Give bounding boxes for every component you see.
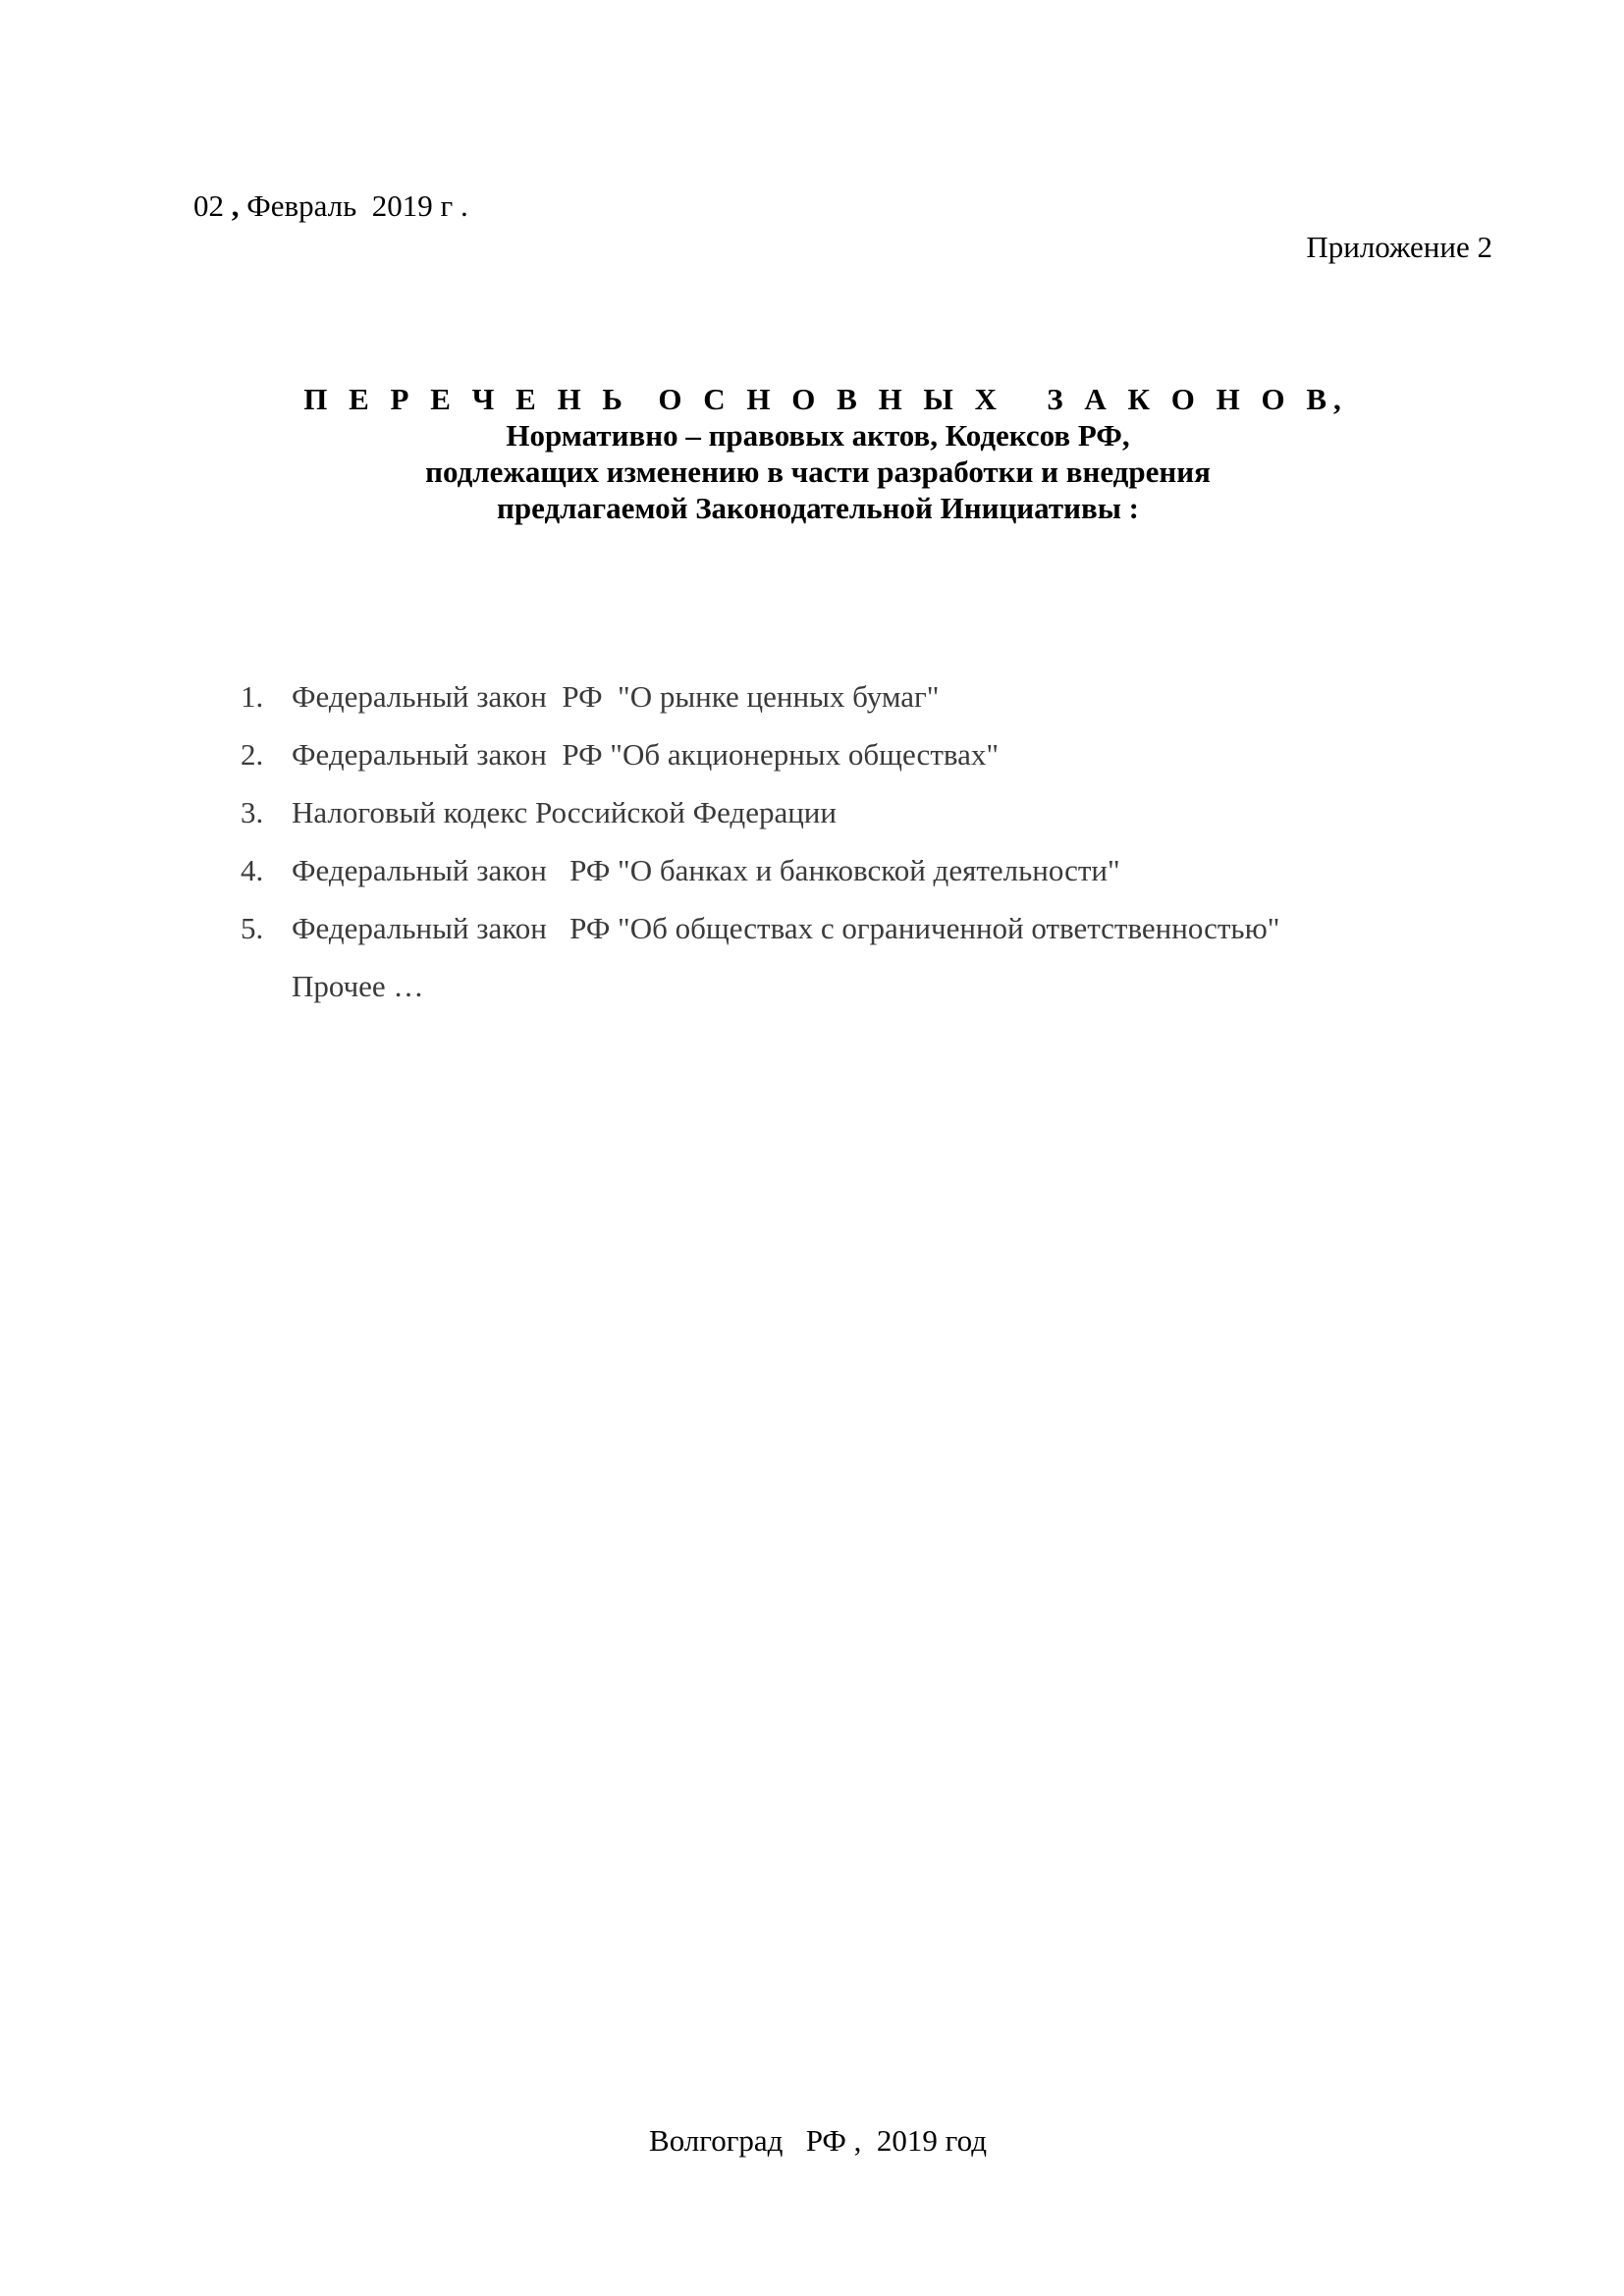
list-item-number: 4. (241, 853, 264, 887)
list-item (241, 679, 1279, 737)
date-month-year: Февраль 2019 г . (239, 188, 468, 223)
title-line-2: Нормативно – правовых актов, Кодексов РФ, (506, 418, 1130, 453)
document-title (0, 381, 1624, 526)
list-item-number: 3. (241, 795, 264, 829)
list-item (241, 911, 1279, 969)
list-item-text: Федеральный закон РФ "Об акционерных обществах" (292, 737, 1000, 772)
date-comma: , (231, 188, 240, 223)
list-item-number: 5. (241, 911, 264, 945)
title-line-4: предлагаемой Законодательной Инициативы : (497, 491, 1139, 525)
list-item (241, 853, 1279, 911)
list-item-text: Налоговый кодекс Российской Федерации (292, 795, 837, 829)
list-item-text: Федеральный закон РФ "О банках и банковской деятельности" (292, 853, 1120, 887)
list-item-text: Федеральный закон РФ "О рынке ценных бумаг" (292, 679, 940, 714)
laws-list (241, 679, 1279, 969)
appendix-label: Приложение 2 (1306, 230, 1492, 264)
title-line-1: П Е Р Е Ч Е Н Ь О С Н О В Н Ы Х З А К О Н О В, (303, 382, 1348, 416)
title-line-3: подлежащих изменению в части разработки и внедрения (425, 454, 1211, 489)
other-note: Прочее … (292, 969, 424, 1003)
list-item-text: Федеральный закон РФ "Об обществах с ограниченной ответственностью" (292, 911, 1280, 945)
date-day: 02 (193, 188, 224, 223)
list-item (241, 737, 1279, 795)
list-item-number: 2. (241, 737, 264, 772)
document-date (193, 188, 468, 224)
footer-place-year: Волгоград РФ , 2019 год (649, 2123, 987, 2158)
list-item-number: 1. (241, 679, 264, 714)
list-item (241, 795, 1279, 853)
